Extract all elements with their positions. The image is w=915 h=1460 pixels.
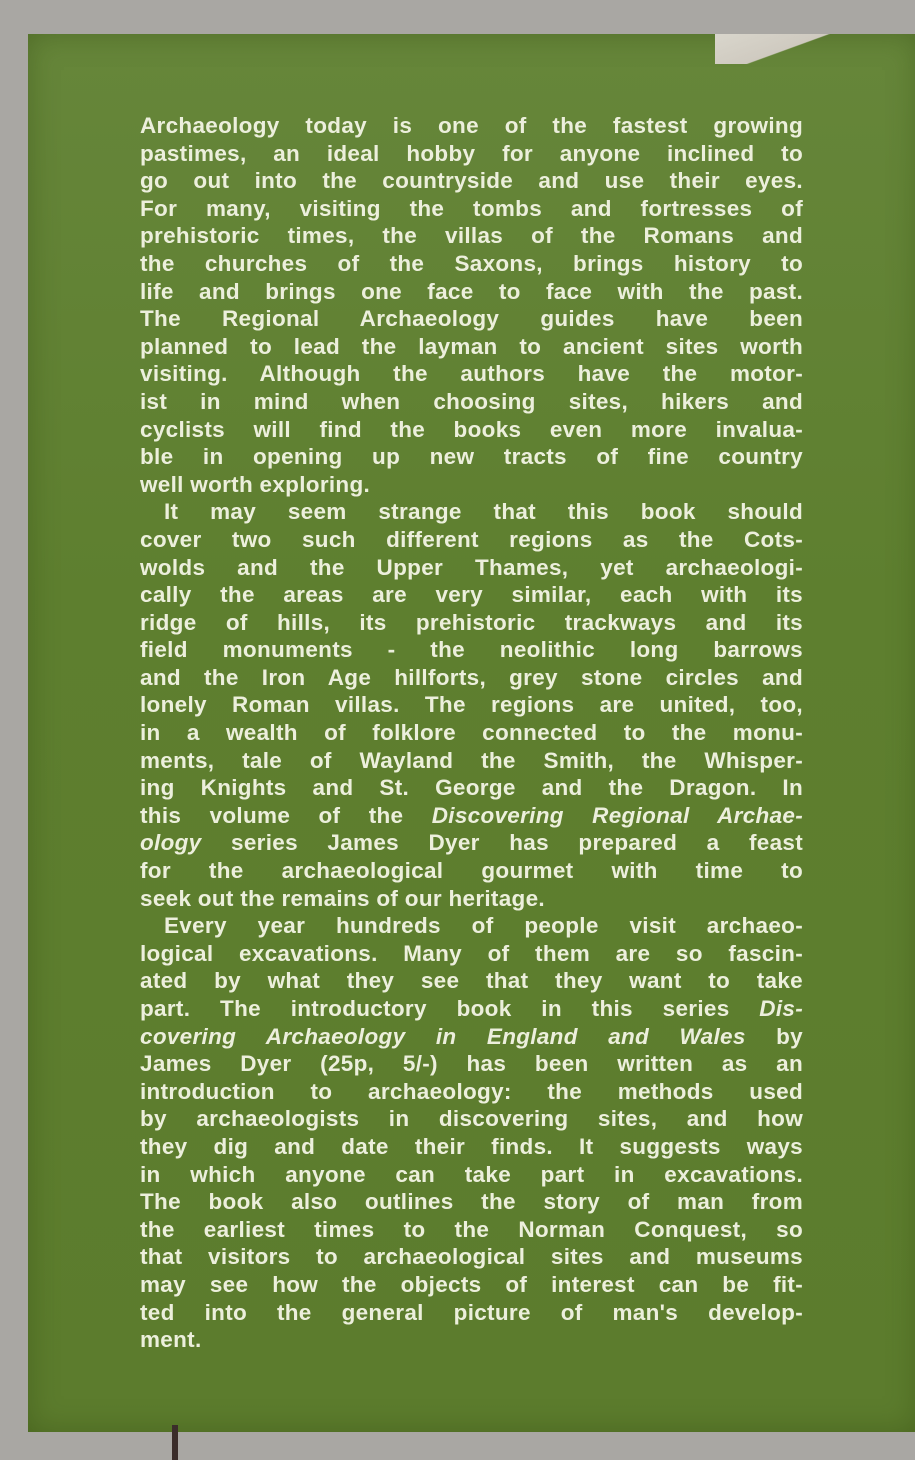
text-segment: they dig and date their finds. It suggests ways: [140, 1133, 803, 1159]
text-segment: The book also outlines the story of man from: [140, 1189, 803, 1215]
text-line: [140, 250, 803, 278]
text-line: [140, 581, 803, 609]
text-segment: in which anyone can take part in excavations.: [140, 1161, 803, 1187]
text-line: [140, 112, 803, 140]
text-segment: may see how the objects of interest can be fit-: [140, 1271, 803, 1297]
text-segment: planned to lead the layman to ancient sites worth: [140, 333, 803, 359]
text-line: [140, 526, 803, 554]
cover-blurb: [140, 112, 803, 1354]
text-line: [140, 774, 803, 802]
book-title-text: covering Archaeology in England and Wales: [140, 1023, 746, 1049]
text-segment: the earliest times to the Norman Conquest, so: [140, 1216, 803, 1242]
text-segment: well worth exploring.: [140, 471, 371, 497]
text-segment: ated by what they see that they want to take: [140, 968, 803, 994]
book-title-text: ology: [140, 830, 202, 856]
text-line: [140, 912, 803, 940]
text-line: [140, 1078, 803, 1106]
spine-edge: [172, 1425, 178, 1460]
text-line: [140, 222, 803, 250]
text-segment: ble in opening up new tracts of fine country: [140, 444, 803, 470]
text-line: [140, 167, 803, 195]
text-segment: seek out the remains of our heritage.: [140, 885, 545, 911]
text-line: [140, 747, 803, 775]
text-line: [140, 691, 803, 719]
text-segment: ment.: [140, 1327, 202, 1353]
text-segment: pastimes, an ideal hobby for anyone inclined to: [140, 140, 803, 166]
text-line: [140, 305, 803, 333]
text-segment: in a wealth of folklore connected to the monu-: [140, 720, 803, 746]
text-segment: go out into the countryside and use their eyes.: [140, 168, 803, 194]
text-line: [140, 664, 803, 692]
text-segment: this volume of the: [140, 802, 432, 828]
text-segment: ments, tale of Wayland the Smith, the Whisper-: [140, 747, 803, 773]
text-line: [140, 1050, 803, 1078]
text-segment: by: [745, 1023, 803, 1049]
text-segment: part. The introductory book in this series: [140, 996, 760, 1021]
text-line: [140, 829, 803, 857]
book-title-text: Discovering Regional Archae-: [431, 802, 803, 828]
text-segment: and the Iron Age hillforts, grey stone circles and: [140, 664, 803, 690]
text-line: [140, 554, 803, 582]
text-line: [140, 1326, 803, 1354]
text-segment: the churches of the Saxons, brings history to: [140, 250, 803, 276]
text-line: [140, 1023, 803, 1051]
text-line: [140, 195, 803, 223]
text-segment: that visitors to archaeological sites and museums: [140, 1244, 803, 1270]
text-line: [140, 609, 803, 637]
text-segment: ing Knights and St. George and the Dragon. In: [140, 775, 803, 801]
text-line: [140, 1188, 803, 1216]
text-line: [140, 1216, 803, 1244]
text-line: [140, 360, 803, 388]
text-segment: cover two such different regions as the Cots-: [140, 526, 803, 552]
torn-corner: [715, 34, 915, 64]
text-segment: visiting. Although the authors have the motor-: [140, 361, 803, 387]
text-segment: The Regional Archaeology guides have been: [140, 306, 803, 332]
text-line: [140, 1271, 803, 1299]
text-line: [140, 967, 803, 995]
text-line: [140, 802, 803, 830]
text-line: [140, 333, 803, 361]
text-segment: for the archaeological gourmet with time to: [140, 858, 803, 884]
text-segment: Every year hundreds of people visit archaeo-: [164, 913, 803, 939]
text-line: [140, 940, 803, 968]
text-line: [140, 636, 803, 664]
text-line: [140, 278, 803, 306]
text-segment: James Dyer (25p, 5/-) has been written as an: [140, 1051, 803, 1077]
text-line: [140, 1105, 803, 1133]
text-segment: series James Dyer has prepared a feast: [201, 830, 803, 856]
text-segment: wolds and the Upper Thames, yet archaeologi-: [140, 554, 803, 580]
text-segment: logical excavations. Many of them are so fascin-: [140, 940, 803, 966]
text-line: [140, 885, 803, 913]
text-segment: prehistoric times, the villas of the Romans and: [140, 223, 803, 249]
text-line: [140, 1161, 803, 1189]
text-line: [140, 443, 803, 471]
text-line: [140, 1243, 803, 1271]
text-segment: ted into the general picture of man's develop-: [140, 1299, 803, 1325]
text-line: [140, 857, 803, 885]
text-segment: lonely Roman villas. The regions are united, too,: [140, 692, 803, 718]
book-title-text: Dis-: [759, 996, 803, 1021]
text-line: [140, 471, 803, 499]
text-segment: ridge of hills, its prehistoric trackways and its: [140, 609, 803, 635]
text-segment: by archaeologists in discovering sites, and how: [140, 1106, 803, 1132]
text-segment: cyclists will find the books even more invalua-: [140, 416, 803, 442]
text-line: [140, 1299, 803, 1327]
text-line: [140, 140, 803, 168]
text-line: [140, 719, 803, 747]
text-segment: field monuments - the neolithic long barrows: [140, 637, 803, 663]
text-segment: It may seem strange that this book should: [164, 499, 803, 525]
text-line: [140, 995, 803, 1023]
text-line: [140, 388, 803, 416]
text-segment: life and brings one face to face with the past.: [140, 278, 803, 304]
text-segment: Archaeology today is one of the fastest growing: [140, 113, 803, 138]
text-line: [140, 1133, 803, 1161]
text-segment: cally the areas are very similar, each with its: [140, 582, 803, 608]
text-segment: For many, visiting the tombs and fortresses of: [140, 195, 803, 221]
text-line: [140, 498, 803, 526]
text-line: [140, 416, 803, 444]
text-segment: ist in mind when choosing sites, hikers and: [140, 388, 803, 414]
text-segment: introduction to archaeology: the methods used: [140, 1078, 803, 1104]
